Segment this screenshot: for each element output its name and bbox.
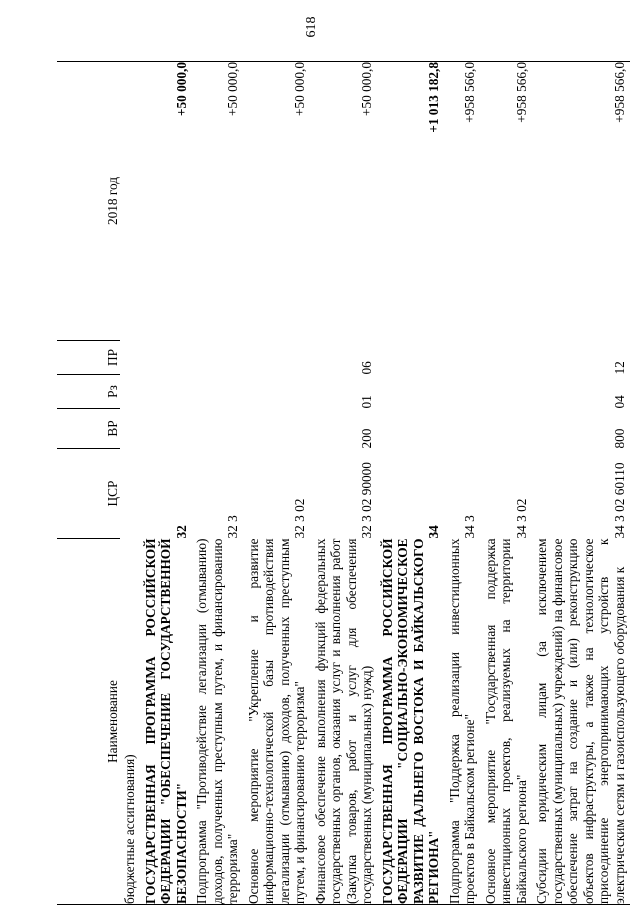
header-vr: ВР xyxy=(57,409,120,449)
row-name-cell: Основное мероприятие "Укрепление и развитие информационно-технологической базы противодействия легализации (отмыванию) доходов, полученных преступным путем, и финансированию терроризма" xyxy=(244,539,311,905)
header-year: 2018 год xyxy=(57,62,120,341)
row-vr-cell xyxy=(244,409,311,449)
row-pr-cell xyxy=(244,341,311,375)
row-pr-cell xyxy=(378,341,445,375)
table-row xyxy=(481,62,533,905)
row-pr-cell: 06 xyxy=(359,361,374,375)
row-csr-cell: 34 3 02 xyxy=(513,498,529,539)
row-rz-cell xyxy=(481,375,533,409)
row-name-cell: Финансовое обеспечение выполнения функций федеральных государственных органов, оказания услуг и выполнения работ (Закупка товаров, работ и услуг для обеспечения государственных (муниципальных) нужд) xyxy=(311,539,378,905)
table-row xyxy=(141,62,193,905)
table-row xyxy=(445,62,481,905)
row-rz-cell xyxy=(378,375,445,409)
row-pr-cell xyxy=(141,341,193,375)
row-pr-cell: 12 xyxy=(611,361,627,375)
row-amount-cell: +958 566,0 xyxy=(445,62,481,341)
table-row xyxy=(244,62,311,905)
row-name-cell: бюджетные ассигнования) xyxy=(120,539,141,905)
row-name-cell: ГОСУДАРСТВЕННАЯ ПРОГРАММА РОССИЙСКОЙ ФЕДЕРАЦИИ "СОЦИАЛЬНО-ЭКОНОМИЧЕСКОЕ РАЗВИТИЕ ДАЛЬНЕГО ВОСТОКА И БАЙКАЛЬСКОГО РЕГИОНА" xyxy=(378,539,445,905)
table-row xyxy=(311,62,378,905)
row-csr-cell xyxy=(120,449,141,539)
row-vr-cell xyxy=(120,409,141,449)
row-amount-cell: +1 013 182,8 xyxy=(378,62,445,341)
header-pr: ПР xyxy=(57,341,120,375)
row-amount-cell: +50 000,0 xyxy=(141,62,193,341)
row-amount-cell: +958 566,0 xyxy=(532,62,630,341)
row-name-cell: Субсидии юридическим лицам (за исключением государственных (муниципальных) учреждений) на финансовое обеспечение затрат на создание и (или) реконструкцию объектов инфраструктуры, а также на технологическое присоединение энергопринимающих устройств к электрическим сетям и газоиспользующего оборудования к xyxy=(532,539,630,905)
row-vr-cell: 200 xyxy=(359,428,374,449)
row-pr-cell xyxy=(481,341,533,375)
row-pr-cell xyxy=(192,341,244,375)
row-name-cell: ГОСУДАРСТВЕННАЯ ПРОГРАММА РОССИЙСКОЙ ФЕДЕРАЦИИ "ОБЕСПЕЧЕНИЕ ГОСУДАРСТВЕННОЙ БЕЗОПАСНОСТИ" xyxy=(141,539,193,905)
row-amount-cell: +50 000,0 xyxy=(311,62,378,341)
row-rz-cell: 01 xyxy=(359,395,374,409)
table-row xyxy=(532,62,630,905)
row-name-cell: Основное мероприятие "Государственная поддержка инвестиционных проектов, реализуемых на территории Байкальского региона" xyxy=(481,539,533,905)
row-csr-cell: 34 xyxy=(426,525,441,539)
row-name-cell: Подпрограмма "Поддержка реализации инвестиционных проектов в Байкальском регионе" xyxy=(445,539,481,905)
header-rz: Рз xyxy=(57,375,120,409)
row-csr-cell: 32 3 02 xyxy=(292,498,307,539)
row-amount-cell xyxy=(120,62,141,341)
row-name-cell: Подпрограмма "Противодействие легализации (отмыванию) доходов, полученных преступным путем, и финансированию терроризма" xyxy=(192,539,244,905)
row-vr-cell xyxy=(481,409,533,449)
row-rz-cell xyxy=(192,375,244,409)
row-pr-cell xyxy=(445,341,481,375)
row-vr-cell xyxy=(445,409,481,449)
row-csr-cell: 32 3 02 90000 xyxy=(359,462,374,539)
row-rz-cell xyxy=(244,375,311,409)
table-row xyxy=(192,62,244,905)
table-row xyxy=(378,62,445,905)
header-name: Наименование xyxy=(57,539,120,905)
row-rz-cell xyxy=(445,375,481,409)
table-header-row xyxy=(57,62,120,905)
row-amount-cell: +50 000,0 xyxy=(192,62,244,341)
row-csr-cell: 32 xyxy=(173,525,189,539)
row-rz-cell xyxy=(120,375,141,409)
table-row xyxy=(120,62,141,905)
row-amount-cell: +958 566,0 xyxy=(481,62,533,341)
row-csr-cell: 32 3 xyxy=(225,515,240,539)
row-vr-cell xyxy=(141,409,193,449)
row-pr-cell xyxy=(120,341,141,375)
row-vr-cell xyxy=(192,409,244,449)
row-rz-cell xyxy=(141,375,193,409)
page-number: 618 xyxy=(304,16,319,38)
row-rz-cell: 04 xyxy=(611,395,627,409)
row-csr-cell: 34 3 02 60110 xyxy=(611,462,627,539)
budget-table xyxy=(57,61,630,905)
row-amount-cell: +50 000,0 xyxy=(244,62,311,341)
row-csr-cell: 34 3 xyxy=(462,515,477,539)
header-csr: ЦСР xyxy=(57,449,120,539)
row-vr-cell: 800 xyxy=(611,428,627,449)
row-vr-cell xyxy=(378,409,445,449)
